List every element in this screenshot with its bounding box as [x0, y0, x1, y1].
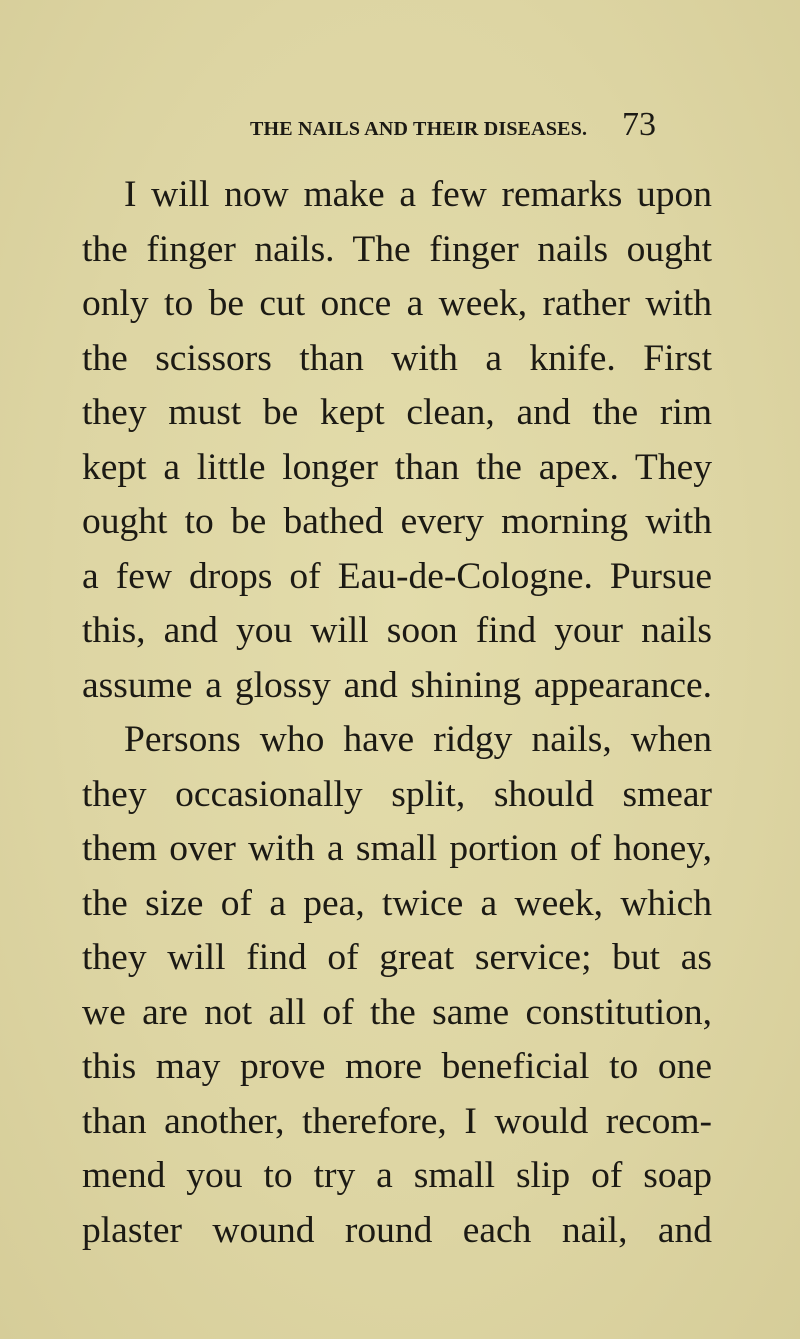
running-head-title: THE NAILS AND THEIR DISEASES. [250, 118, 588, 140]
text-line: this, and you will soon find your nails [82, 610, 712, 651]
text-line: Persons who have ridgy nails, when [124, 719, 712, 760]
text-line: the finger nails. The finger nails ought [82, 228, 712, 270]
page-number: 73 [622, 106, 656, 143]
running-head [0, 106, 800, 152]
text-line: they will find of great service; but as [82, 937, 712, 978]
text-line: this may prove more beneficial to one [82, 1046, 712, 1087]
text-line: them over with a small portion of honey, [82, 828, 712, 869]
text-line: the scissors than with a knife. First [82, 337, 712, 379]
text-line: kept a little longer than the apex. They [82, 446, 712, 488]
body-text [82, 168, 712, 1258]
text-line: we are not all of the same constitution, [82, 991, 712, 1033]
text-line: than another, therefore, I would recom- [82, 1100, 712, 1142]
text-line: only to be cut once a week, rather with [82, 283, 712, 324]
text-line: they occasionally split, should smear [82, 773, 712, 815]
text-line: mend you to try a small slip of soap [82, 1155, 712, 1196]
text-line: the size of a pea, twice a week, which [82, 882, 712, 924]
text-line: a few drops of Eau-de-Cologne. Pursue [82, 555, 712, 597]
text-line: ought to be bathed every morning with [82, 501, 712, 542]
text-line: assume a glossy and shining appearance. [82, 664, 712, 706]
text-line: I will now make a few remarks upon [124, 174, 712, 215]
text-line: they must be kept clean, and the rim [82, 392, 712, 433]
text-line: plaster wound round each nail, and [82, 1209, 712, 1251]
